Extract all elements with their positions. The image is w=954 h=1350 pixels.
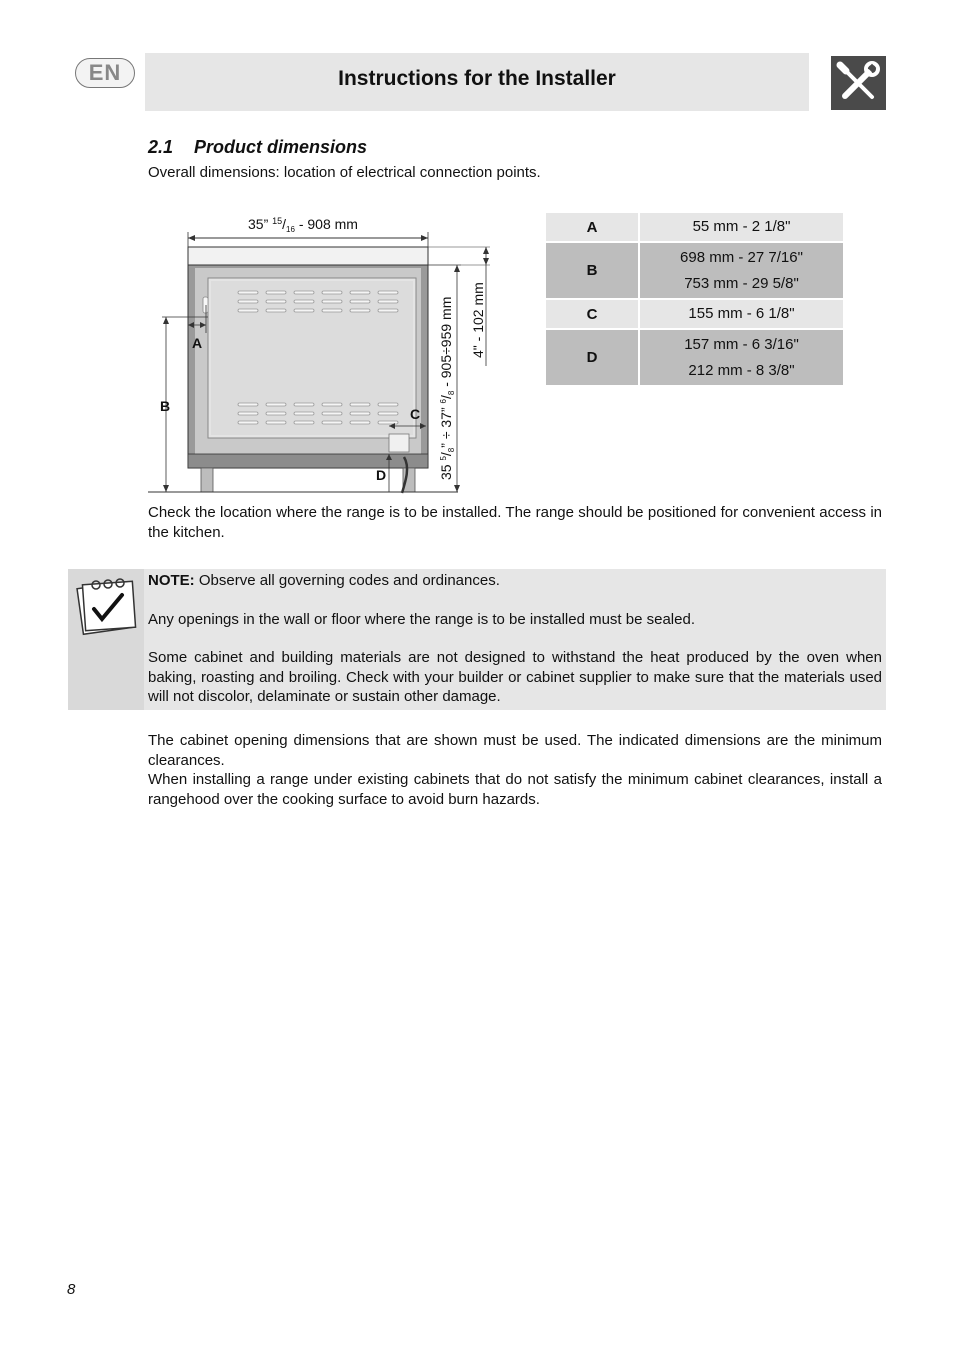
table-row (545, 329, 844, 386)
width-dimension-label: 35” $^{15}/_{16} - 908$ mm (248, 216, 358, 234)
table-row (545, 212, 844, 242)
note-label: NOTE: (148, 572, 195, 589)
note-text (148, 571, 882, 726)
table-row (545, 242, 844, 299)
language-badge: EN (75, 58, 135, 88)
dimension-value: 55 mm - 2 1/8" (639, 212, 844, 242)
note-line-2: Any openings in the wall or floor where the range is to be installed must be sealed. (148, 610, 695, 628)
dimension-key: A (545, 212, 639, 242)
letter-a-label: A (192, 335, 203, 351)
dimension-key: C (545, 299, 639, 329)
dimension-value: 698 mm - 27 7/16" 753 mm - 29 5/8" (639, 242, 844, 299)
note-pad-icon (68, 569, 144, 710)
dimension-key: D (545, 329, 639, 386)
section-subtitle: Overall dimensions: location of electrical connection points. (148, 164, 541, 181)
wrench-screwdriver-icon (831, 56, 886, 110)
height-dimension-label: 35 $^5/_8$” ÷ 37” $^6/_8 - 905\div 959$ mm (438, 296, 456, 480)
check-location-paragraph: Check the location where the range is to be installed. The range should be positioned for convenient access in the kitchen. (148, 504, 882, 541)
letter-c-label: C (410, 406, 421, 422)
dimension-value: 155 mm - 6 1/8" (639, 299, 844, 329)
dimension-value: 157 mm - 6 3/16" 212 mm - 8 3/8" (639, 329, 844, 386)
letter-d-label: D (376, 467, 387, 483)
dimensions-table (544, 211, 845, 387)
cabinet-paragraph-1: The cabinet opening dimensions that are shown must be used. The indicated dimensions are the minimum clearances. (148, 732, 882, 769)
section-title: Product dimensions (194, 137, 368, 157)
page-number: 8 (67, 1281, 76, 1298)
top-clearance-label: 4" - 102 mm (470, 282, 486, 358)
page-title: Instructions for the Installer (338, 67, 616, 90)
cabinet-paragraph-2: When installing a range under existing cabinets that do not satisfy the minimum cabinet clearances, install a rangehood over the cooking surface to avoid burn hazards. (148, 771, 882, 808)
note-line-3: Some cabinet and building materials are not designed to withstand the heat produced by the oven when baking, roasting and broiling. Check with your builder or cabinet supplier to make sure that the materials used will not discolor, delaminate or sustain other damage. (148, 649, 882, 705)
section-number: 2.1 (148, 137, 174, 157)
note-line-1: NOTE: Observe all governing codes and ordinances. (148, 572, 500, 589)
table-row (545, 299, 844, 329)
letter-b-label: B (160, 398, 171, 414)
section-heading (148, 137, 367, 158)
range-dimension-diagram (148, 205, 508, 505)
dimension-key: B (545, 242, 639, 299)
